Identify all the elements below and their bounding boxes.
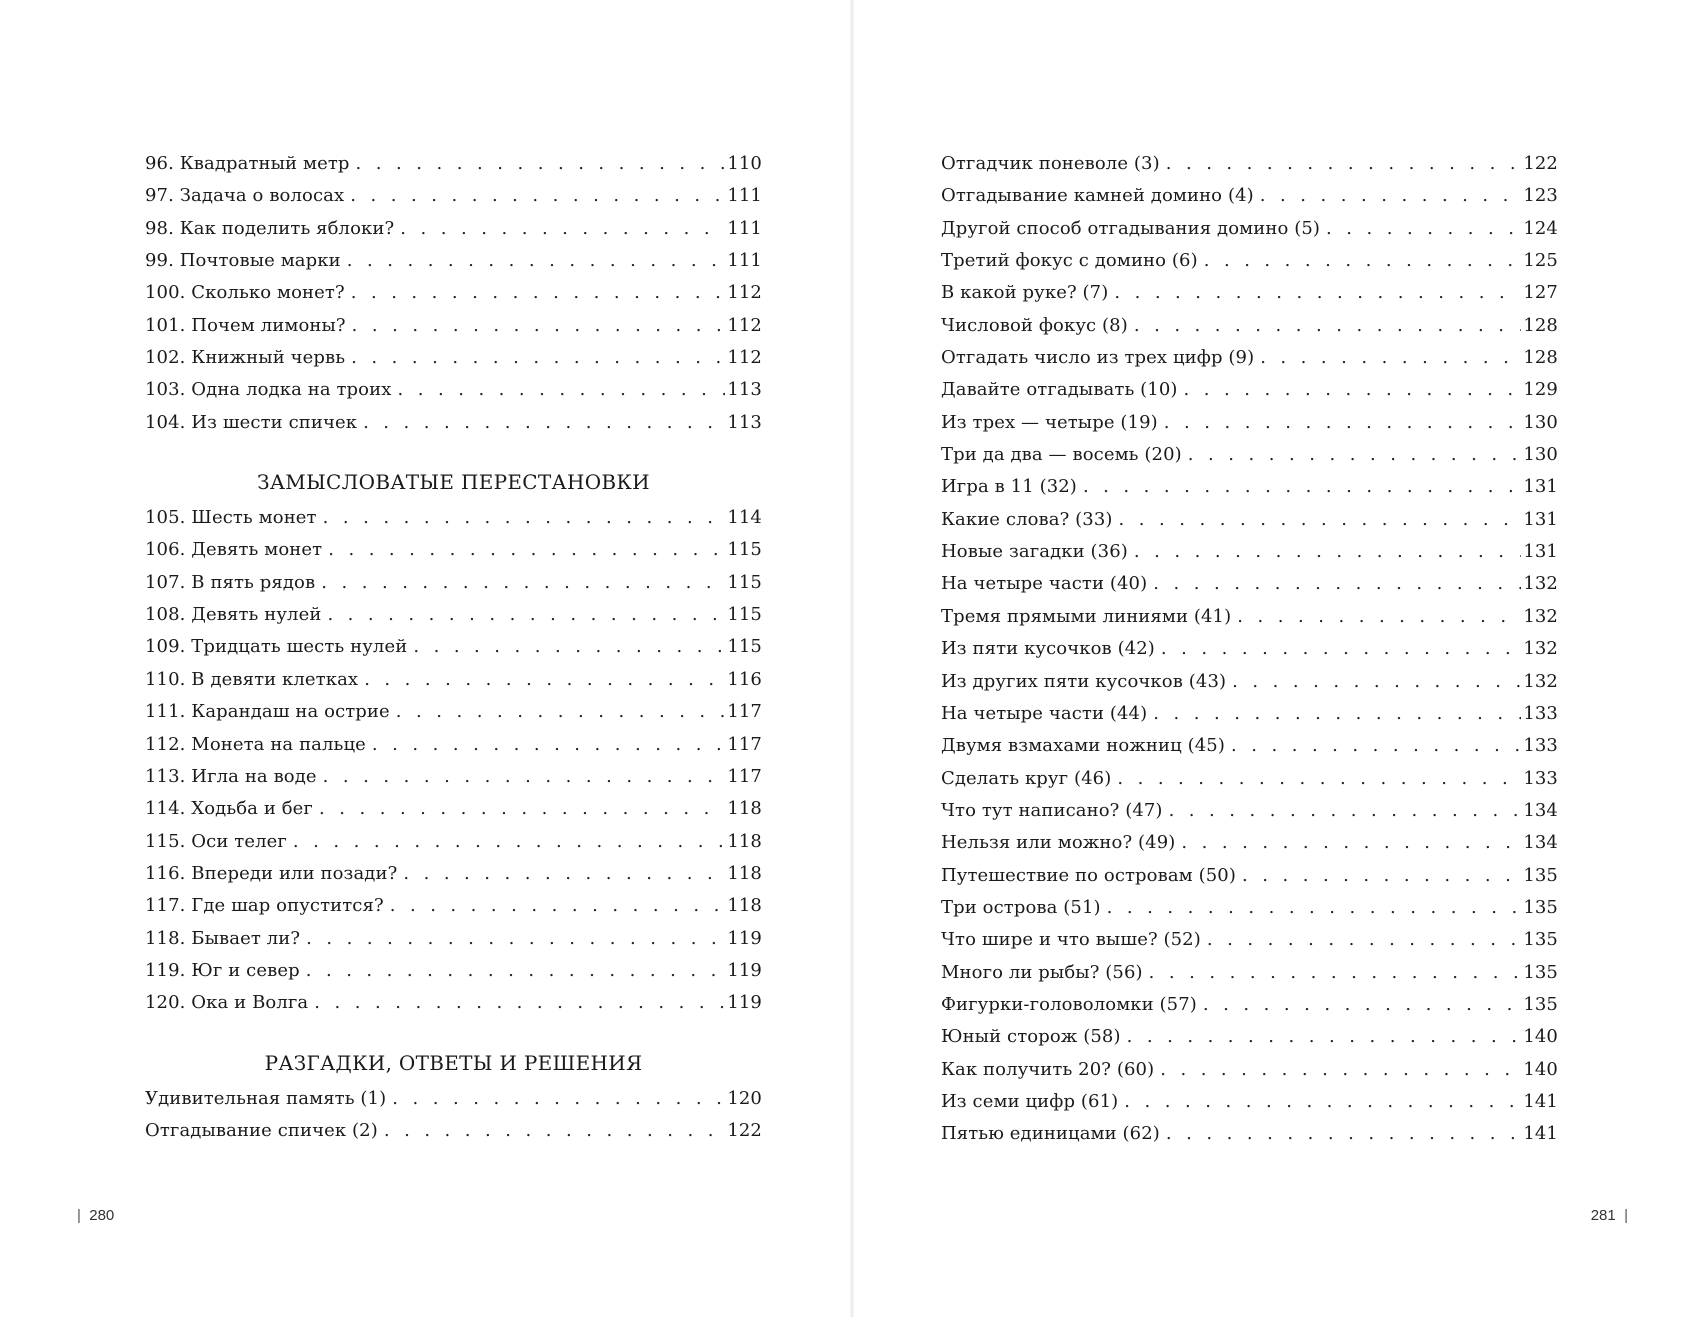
toc-entry — [941, 310, 1558, 342]
toc-entry-title: Из пяти кусочков (42) — [941, 638, 1155, 660]
toc-entry — [145, 407, 762, 439]
toc-leader-dots — [327, 599, 725, 631]
toc-entry-page: 124 — [1523, 217, 1558, 239]
toc-entry — [145, 729, 762, 761]
toc-entry-title: В какой руке? (7) — [941, 282, 1109, 304]
toc-leader-dots — [1260, 342, 1521, 374]
toc-entry — [941, 892, 1558, 924]
toc-leader-dots — [293, 826, 725, 858]
toc-leader-dots — [363, 407, 725, 439]
toc-entry — [941, 1021, 1558, 1053]
toc-entry-page: 131 — [1523, 541, 1558, 563]
toc-entry — [145, 567, 762, 599]
right-page — [853, 0, 1705, 1317]
toc-entry — [145, 148, 762, 180]
toc-entry — [145, 180, 762, 212]
toc-entry-page: 132 — [1523, 670, 1558, 692]
toc-entry — [145, 534, 762, 566]
toc-entry-title: 119. Юг и север — [145, 959, 300, 981]
toc-entry-title: 117. Где шар опустится? — [145, 895, 384, 917]
toc-leader-dots — [1184, 374, 1522, 406]
folio-number: 281 — [1590, 1207, 1616, 1224]
toc-entry — [941, 633, 1558, 665]
toc-leader-dots — [1161, 633, 1521, 665]
toc-entry-title: 103. Одна лодка на троих — [145, 379, 392, 401]
toc-entry-page: 113 — [727, 411, 762, 433]
toc-entry — [145, 955, 762, 987]
toc-entry-page: 130 — [1523, 411, 1558, 433]
toc-leader-dots — [352, 310, 726, 342]
toc-entry — [941, 277, 1558, 309]
toc-entry — [941, 374, 1558, 406]
toc-leader-dots — [396, 696, 726, 728]
toc-entry-page: 134 — [1523, 832, 1558, 854]
toc-entry-page: 110 — [727, 153, 762, 174]
toc-leader-dots — [1149, 957, 1522, 989]
toc-entry-title: Три острова (51) — [941, 896, 1101, 918]
toc-leader-dots — [350, 180, 725, 212]
toc-leader-dots — [328, 534, 725, 566]
toc-leader-dots — [1203, 989, 1521, 1021]
section-heading-answers: РАЗГАДКИ, ОТВЕТЫ И РЕШЕНИЯ — [264, 1050, 643, 1075]
toc-entry — [941, 245, 1558, 277]
toc-entry — [145, 761, 762, 793]
toc-entry — [941, 601, 1558, 633]
toc-entry-title: Как получить 20? (60) — [941, 1058, 1155, 1080]
toc-entry-page: 111 — [727, 250, 762, 272]
toc-leader-dots — [1166, 1118, 1521, 1150]
toc-entry — [941, 180, 1558, 212]
toc-entry-title: Отгадывание спичек (2) — [145, 1119, 378, 1141]
toc-entry — [145, 310, 762, 342]
toc-leader-dots — [1153, 698, 1521, 730]
toc-leader-dots — [372, 729, 725, 761]
toc-entry-title: 116. Впереди или позади? — [145, 862, 398, 884]
toc-entry-page: 117 — [727, 701, 762, 723]
toc-entry-title: На четыре части (44) — [941, 702, 1148, 724]
toc-entry-page: 115 — [727, 539, 762, 561]
toc-entry-title: Что тут написано? (47) — [941, 799, 1163, 821]
toc-entry-title: Игра в 11 (32) — [941, 476, 1077, 498]
toc-entry-title: Три да два — восемь (20) — [941, 444, 1182, 466]
toc-entry-title: Третий фокус с домино (6) — [941, 250, 1198, 272]
toc-entry-title: Новые загадки (36) — [941, 541, 1128, 563]
toc-leader-dots — [392, 1083, 725, 1115]
toc-entry-page: 128 — [1523, 314, 1558, 336]
toc-entry — [941, 763, 1558, 795]
toc-entry-title: Какие слова? (33) — [941, 508, 1113, 530]
toc-entry-page: 118 — [727, 798, 762, 820]
toc-leader-dots — [323, 502, 726, 534]
toc-entry-page: 132 — [1523, 638, 1558, 660]
toc-entry-title: Другой способ отгадывания домино (5) — [941, 217, 1320, 239]
toc-entry — [941, 568, 1558, 600]
toc-entry-page: 135 — [1523, 896, 1558, 918]
toc-entry-title: Тремя прямыми линиями (41) — [941, 605, 1232, 627]
toc-leader-dots — [1124, 1086, 1521, 1118]
toc-entry-page: 119 — [727, 927, 762, 949]
toc-entry — [941, 1054, 1558, 1086]
toc-leader-dots — [364, 664, 725, 696]
toc-entry — [941, 504, 1558, 536]
toc-group-3 — [145, 1083, 762, 1148]
section-heading-rearrangements: ЗАМЫСЛОВАТЫЕ ПЕРЕСТАНОВКИ — [257, 470, 650, 495]
toc-entry-title: На четыре части (40) — [941, 573, 1148, 595]
toc-entry — [941, 1086, 1558, 1118]
toc-leader-dots — [1083, 471, 1521, 503]
toc-leader-dots — [1181, 827, 1521, 859]
toc-entry-title: Удивительная память (1) — [145, 1087, 387, 1109]
toc-entry — [941, 213, 1558, 245]
toc-leader-dots — [400, 213, 725, 245]
toc-entry-page: 115 — [727, 604, 762, 626]
toc-entry-page: 122 — [1523, 153, 1558, 174]
toc-leader-dots — [319, 793, 725, 825]
toc-entry-title: Отгадчик поневоле (3) — [941, 153, 1160, 174]
toc-entry — [941, 698, 1558, 730]
toc-entry-title: 109. Тридцать шесть нулей — [145, 636, 408, 658]
toc-entry — [941, 989, 1558, 1021]
toc-entry — [145, 277, 762, 309]
toc-entry-title: Сделать круг (46) — [941, 767, 1112, 789]
toc-entry-page: 131 — [1523, 508, 1558, 530]
toc-entry-title: Из других пяти кусочков (43) — [941, 670, 1227, 692]
toc-leader-dots — [1160, 1054, 1521, 1086]
toc-entry-title: Из семи цифр (61) — [941, 1090, 1119, 1112]
toc-entry-page: 133 — [1523, 702, 1558, 724]
toc-entry-title: Давайте отгадывать (10) — [941, 379, 1178, 401]
toc-entry-title: Пятью единицами (62) — [941, 1123, 1160, 1145]
toc-leader-dots — [1207, 924, 1521, 956]
toc-leader-dots — [1117, 763, 1521, 795]
toc-leader-dots — [351, 342, 725, 374]
toc-entry — [145, 1083, 762, 1115]
toc-entry-page: 130 — [1523, 444, 1558, 466]
toc-entry-title: 112. Монета на пальце — [145, 733, 366, 755]
toc-entry-title: 113. Игла на воде — [145, 765, 317, 787]
toc-leader-dots — [1242, 860, 1521, 892]
toc-entry — [145, 858, 762, 890]
toc-entry-title: 110. В девяти клетках — [145, 668, 359, 690]
toc-leader-dots — [1114, 277, 1521, 309]
toc-entry-page: 125 — [1523, 250, 1558, 272]
toc-entry-page: 129 — [1523, 379, 1558, 401]
toc-entry — [941, 827, 1558, 859]
toc-entry-page: 140 — [1523, 1026, 1558, 1048]
toc-entry — [941, 730, 1558, 762]
toc-entry-page: 116 — [727, 668, 762, 690]
toc-entry-page: 135 — [1523, 929, 1558, 951]
toc-entry-page: 115 — [727, 636, 762, 658]
toc-entry — [941, 342, 1558, 374]
toc-entry-page: 118 — [727, 862, 762, 884]
toc-entry-title: Юный сторож (58) — [941, 1026, 1121, 1048]
toc-leader-dots — [1107, 892, 1522, 924]
toc-entry-title: 118. Бывает ли? — [145, 927, 301, 949]
toc-entry — [145, 664, 762, 696]
toc-entry — [941, 1118, 1558, 1150]
toc-leader-dots — [314, 987, 725, 1019]
toc-entry — [145, 923, 762, 955]
left-toc-column — [145, 148, 762, 1147]
toc-entry — [941, 666, 1558, 698]
toc-entry-page: 133 — [1523, 735, 1558, 757]
toc-entry — [145, 374, 762, 406]
toc-leader-dots — [1164, 407, 1522, 439]
toc-entry — [145, 1115, 762, 1147]
folio-divider: | — [1624, 1207, 1628, 1224]
toc-entry — [941, 795, 1558, 827]
toc-leader-dots — [323, 761, 726, 793]
toc-entry-title: Что шире и что выше? (52) — [941, 929, 1201, 951]
toc-entry-title: 98. Как поделить яблоки? — [145, 217, 395, 239]
toc-entry-page: 131 — [1523, 476, 1558, 498]
toc-entry — [145, 826, 762, 858]
toc-group-right — [941, 148, 1558, 1151]
page-number-right — [1591, 1207, 1628, 1224]
toc-entry-page: 111 — [727, 217, 762, 239]
toc-entry-page: 135 — [1523, 961, 1558, 983]
toc-entry-title: 115. Оси телег — [145, 830, 287, 852]
toc-entry-page: 111 — [727, 185, 762, 207]
toc-entry-page: 115 — [727, 571, 762, 593]
toc-entry-title: 101. Почем лимоны? — [145, 314, 346, 336]
toc-entry-title: Много ли рыбы? (56) — [941, 961, 1143, 983]
toc-entry-title: 120. Ока и Волга — [145, 992, 309, 1014]
toc-entry-title: Нельзя или можно? (49) — [941, 832, 1176, 854]
toc-entry — [145, 342, 762, 374]
toc-entry-title: 105. Шесть монет — [145, 507, 317, 529]
toc-entry-title: 107. В пять рядов — [145, 571, 316, 593]
toc-entry-page: 112 — [727, 347, 762, 369]
toc-entry-page: 113 — [727, 379, 762, 401]
toc-entry-title: Из трех — четыре (19) — [941, 411, 1158, 433]
toc-entry-page: 140 — [1523, 1058, 1558, 1080]
toc-entry-page: 132 — [1523, 605, 1558, 627]
toc-leader-dots — [1127, 1021, 1522, 1053]
toc-leader-dots — [1134, 536, 1521, 568]
toc-entry — [145, 245, 762, 277]
toc-entry-title: Путешествие по островам (50) — [941, 864, 1236, 886]
right-toc-column — [941, 148, 1558, 1151]
toc-leader-dots — [1169, 795, 1522, 827]
toc-leader-dots — [1119, 504, 1522, 536]
toc-entry-page: 117 — [727, 733, 762, 755]
toc-leader-dots — [413, 631, 725, 663]
toc-leader-dots — [306, 955, 726, 987]
toc-leader-dots — [1204, 245, 1522, 277]
toc-leader-dots — [347, 245, 726, 277]
toc-entry — [941, 924, 1558, 956]
toc-entry-page: 120 — [727, 1087, 762, 1109]
toc-entry-page: 141 — [1523, 1090, 1558, 1112]
toc-entry-page: 119 — [727, 992, 762, 1014]
toc-entry-page: 127 — [1523, 282, 1558, 304]
toc-leader-dots — [306, 923, 725, 955]
toc-entry-title: 97. Задача о волосах — [145, 185, 345, 207]
toc-leader-dots — [1326, 213, 1521, 245]
toc-entry — [145, 793, 762, 825]
toc-leader-dots — [384, 1115, 726, 1147]
toc-leader-dots — [1237, 601, 1521, 633]
toc-entry — [145, 599, 762, 631]
page-number-left — [77, 1207, 114, 1224]
toc-entry — [941, 407, 1558, 439]
toc-group-1 — [145, 148, 762, 439]
toc-entry — [941, 471, 1558, 503]
toc-entry-title: 102. Книжный червь — [145, 347, 346, 369]
toc-entry-page: 135 — [1523, 864, 1558, 886]
toc-leader-dots — [1188, 439, 1522, 471]
toc-entry-title: 111. Карандаш на острие — [145, 701, 390, 723]
toc-entry-page: 112 — [727, 314, 762, 336]
left-page — [0, 0, 852, 1317]
toc-entry-page: 132 — [1523, 573, 1558, 595]
toc-entry — [145, 987, 762, 1019]
toc-entry — [145, 631, 762, 663]
toc-leader-dots — [1166, 148, 1522, 180]
folio-number: 280 — [89, 1207, 115, 1224]
toc-entry — [145, 890, 762, 922]
toc-entry-title: 108. Девять нулей — [145, 604, 322, 626]
toc-leader-dots — [321, 567, 725, 599]
toc-entry-page: 141 — [1523, 1123, 1558, 1145]
toc-entry — [941, 957, 1558, 989]
toc-entry-page: 112 — [727, 282, 762, 304]
toc-entry-page: 122 — [727, 1119, 762, 1141]
toc-entry-title: Двумя взмахами ножниц (45) — [941, 735, 1225, 757]
toc-entry-title: Числовой фокус (8) — [941, 314, 1128, 336]
toc-entry-title: 114. Ходьба и бег — [145, 798, 313, 820]
toc-entry-page: 135 — [1523, 993, 1558, 1015]
toc-entry-title: 100. Сколько монет? — [145, 282, 345, 304]
toc-leader-dots — [397, 374, 725, 406]
toc-entry — [941, 536, 1558, 568]
toc-entry-title: Отгадать число из трех цифр (9) — [941, 347, 1255, 369]
toc-entry-page: 128 — [1523, 347, 1558, 369]
toc-entry-page: 118 — [727, 830, 762, 852]
toc-leader-dots — [1260, 180, 1522, 212]
toc-entry-title: 104. Из шести спичек — [145, 411, 358, 433]
toc-entry-title: 106. Девять монет — [145, 539, 323, 561]
toc-entry-page: 133 — [1523, 767, 1558, 789]
toc-leader-dots — [1134, 310, 1522, 342]
toc-entry — [145, 696, 762, 728]
toc-entry — [941, 860, 1558, 892]
toc-entry-page: 114 — [727, 507, 762, 529]
toc-entry-page: 118 — [727, 895, 762, 917]
toc-entry — [145, 502, 762, 534]
toc-leader-dots — [403, 858, 725, 890]
toc-entry — [941, 148, 1558, 180]
toc-leader-dots — [351, 277, 726, 309]
toc-entry-page: 117 — [727, 765, 762, 787]
toc-group-2 — [145, 502, 762, 1020]
toc-leader-dots — [1153, 568, 1521, 600]
toc-entry — [941, 439, 1558, 471]
toc-entry — [145, 213, 762, 245]
toc-entry-page: 123 — [1523, 185, 1558, 207]
toc-entry-title: Отгадывание камней домино (4) — [941, 185, 1254, 207]
toc-entry-page: 119 — [727, 959, 762, 981]
toc-entry-title: 96. Квадратный метр — [145, 153, 350, 174]
toc-entry-title: Фигурки-головоломки (57) — [941, 993, 1197, 1015]
toc-leader-dots — [1231, 730, 1521, 762]
toc-entry-title: 99. Почтовые марки — [145, 250, 341, 272]
folio-divider: | — [77, 1207, 81, 1224]
toc-leader-dots — [390, 890, 726, 922]
toc-leader-dots — [356, 148, 726, 180]
toc-leader-dots — [1232, 666, 1521, 698]
toc-entry-page: 134 — [1523, 799, 1558, 821]
